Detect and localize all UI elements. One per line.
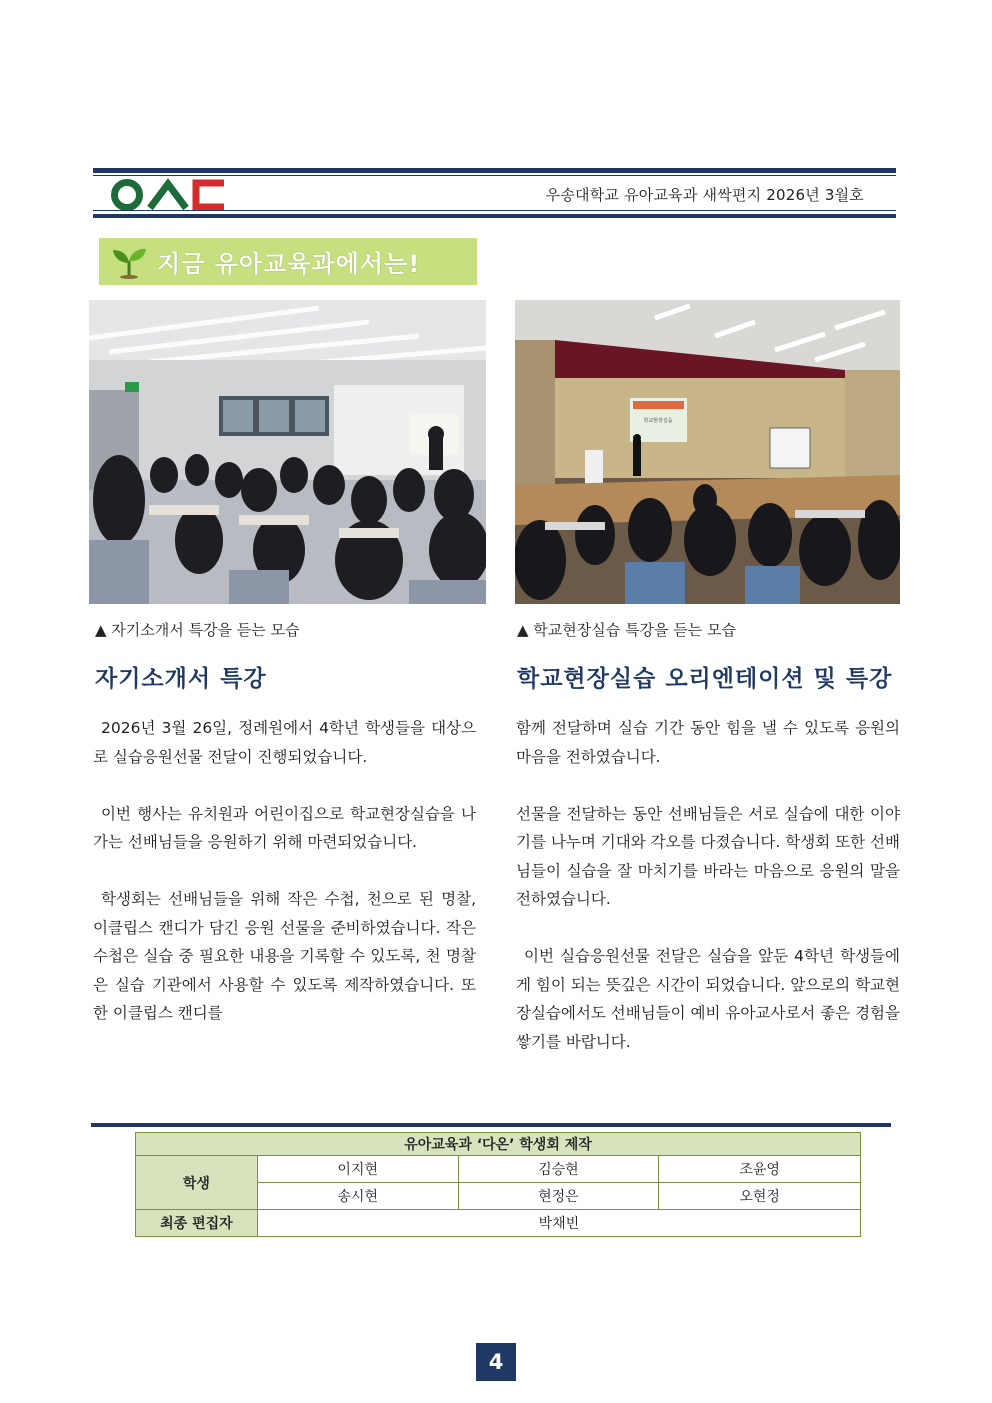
article-body-left <box>93 714 476 1056</box>
paragraph: 이번 실습응원선물 전달은 실습을 앞둔 4학년 학생들에게 힘이 되는 뜻깊은 시간이 되었습니다. 앞으로의 학교현장실습에서도 선배님들이 예비 유아교사로서 좋은 경험을 쌓기를 바랍니다. <box>516 947 900 1051</box>
editor-name: 박채빈 <box>257 1210 860 1237</box>
paragraph: 선물을 전달하는 동안 선배님들은 서로 실습에 대한 이야기를 나누며 기대와 각오를 다졌습니다. 학생회 또한 선배님들이 실습을 잘 마치기를 바라는 마음으로 응원의 말을 전하였습니다. <box>516 804 900 908</box>
sprout-icon <box>111 245 147 279</box>
header-rule-bottom <box>93 214 896 218</box>
paragraph: 이번 행사는 유치원과 어린이집으로 학교현장실습을 나가는 선배님들을 응원하기 위해 마련되었습니다. <box>93 804 476 851</box>
editor-label: 최종 편집자 <box>136 1210 258 1237</box>
article-heading-left: 자기소개서 특강 <box>95 666 267 692</box>
header-rule-top-thin <box>93 175 896 176</box>
issue-title: 우송대학교 유아교육과 새싹편지 2026년 3월호 <box>545 186 864 204</box>
student-name: 이지현 <box>257 1156 458 1183</box>
article-body-right <box>516 714 900 1085</box>
student-name: 현정은 <box>458 1183 659 1210</box>
photo-caption-right: ▲ 학교현장실습 특강을 듣는 모습 <box>517 621 736 639</box>
logo <box>110 178 230 212</box>
student-name: 송시현 <box>257 1183 458 1210</box>
header-rule-bottom-thin <box>93 210 896 211</box>
student-name: 조윤영 <box>659 1156 861 1183</box>
header-rule-top <box>93 168 896 173</box>
footer-rule <box>91 1123 891 1127</box>
student-name: 김승현 <box>458 1156 659 1183</box>
section-tag <box>99 238 477 285</box>
students-label: 학생 <box>136 1156 258 1210</box>
photo-caption-left: ▲ 자기소개서 특강을 듣는 모습 <box>95 621 300 639</box>
credits-table <box>135 1132 861 1237</box>
student-name: 오현정 <box>659 1183 861 1210</box>
paragraph: 학생회는 선배님들을 위해 작은 수첩, 천으로 된 명찰, 이클립스 캔디가 담긴 응원 선물을 준비하였습니다. 작은 수첩은 실습 중 필요한 내용을 기록할 수 있도록, 천 명찰은 실습 기관에서 사용할 수 있도록 제작하였습니다. 또한 이클립스 캔디를 <box>93 890 476 1022</box>
photo-self-intro-lecture <box>89 300 486 604</box>
article-heading-right: 학교현장실습 오리엔테이션 및 특강 <box>517 666 893 692</box>
svg-text:학교현장실습: 학교현장실습 <box>643 418 673 424</box>
paragraph: 2026년 3월 26일, 정례원에서 4학년 학생들을 대상으로 실습응원선물 전달이 진행되었습니다. <box>93 719 476 766</box>
paragraph: 함께 전달하며 실습 기간 동안 힘을 낼 수 있도록 응원의 마음을 전하였습니다. <box>516 719 900 766</box>
page-number: 4 <box>476 1343 516 1381</box>
credits-title: 유아교육과 ‘다온’ 학생회 제작 <box>136 1133 861 1156</box>
section-title: 지금 유아교육과에서는! <box>157 250 421 278</box>
photo-field-practice-lecture <box>515 300 900 604</box>
